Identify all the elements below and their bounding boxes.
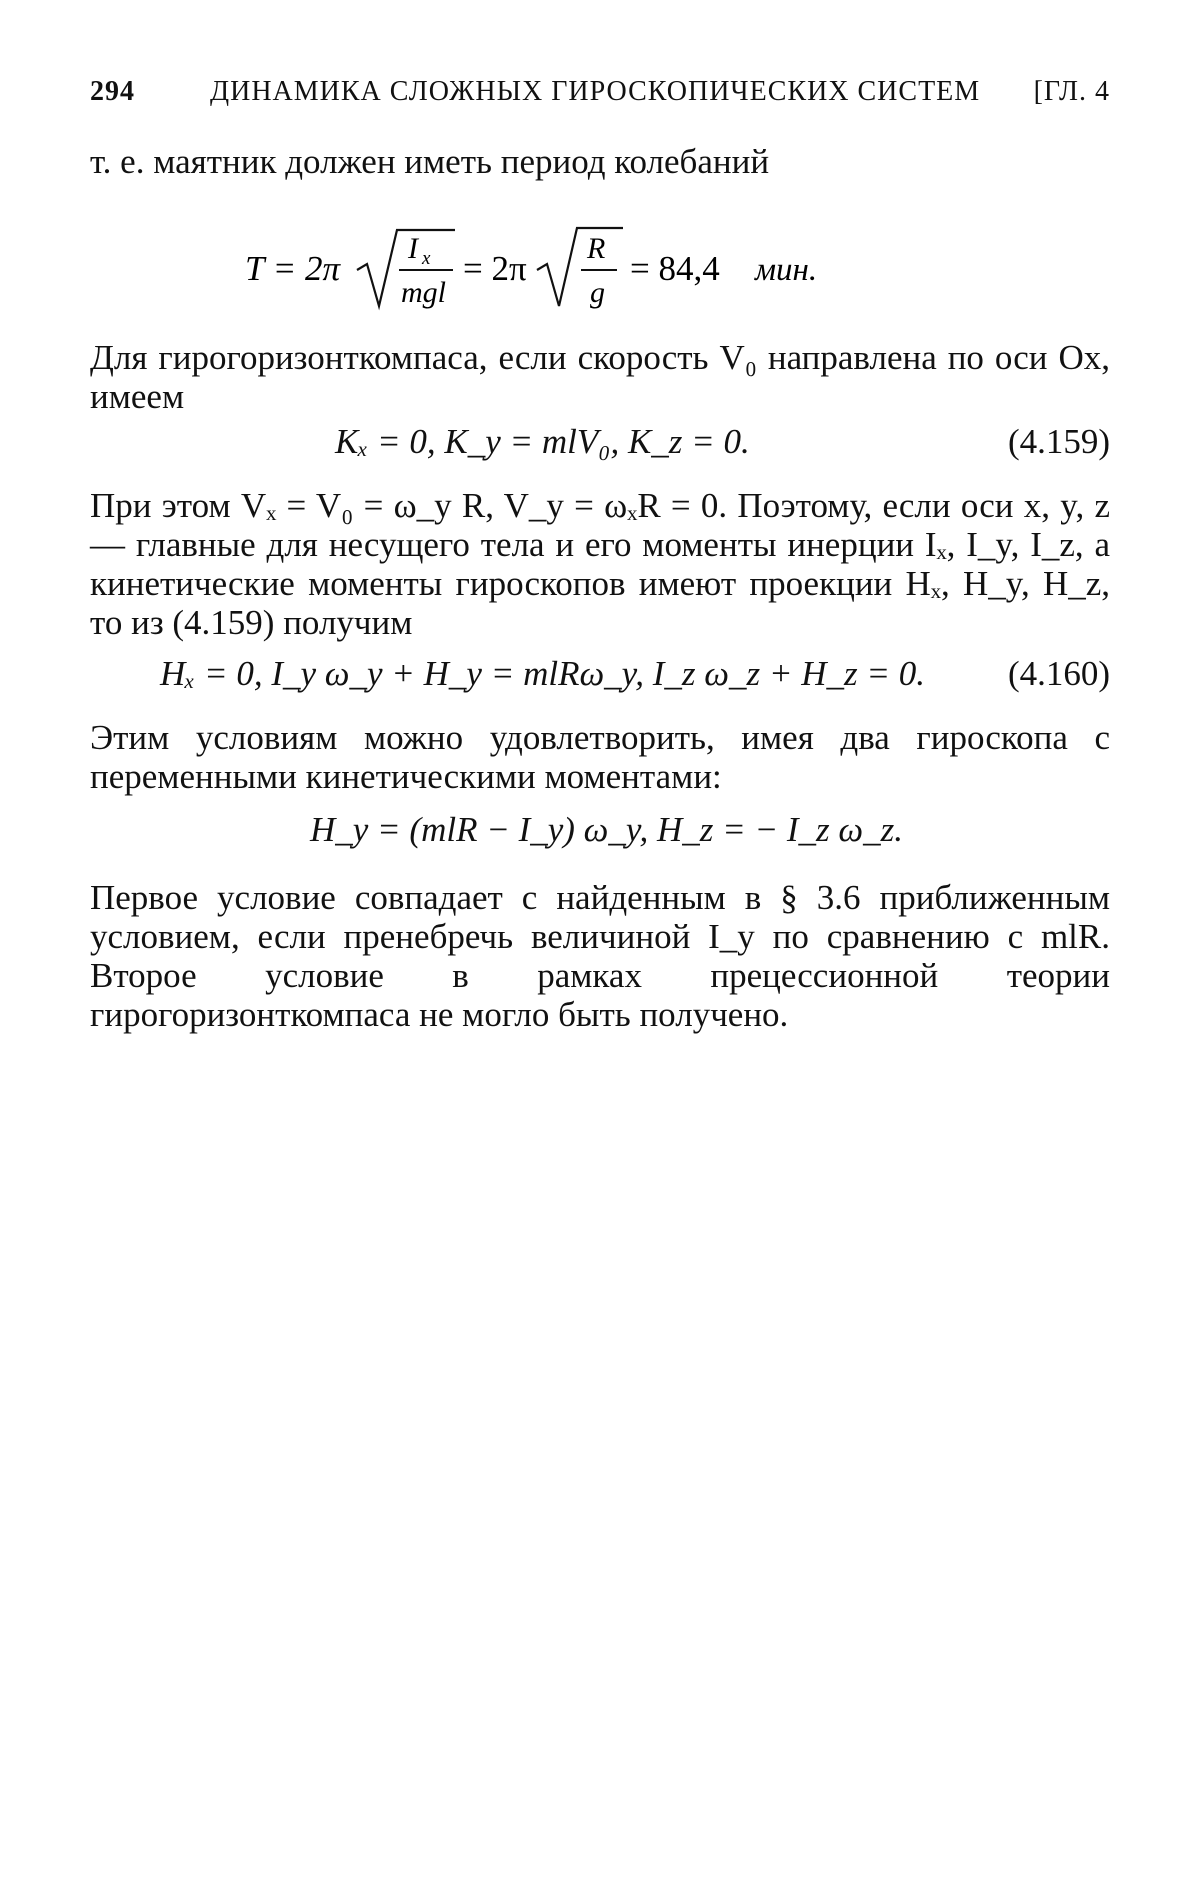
equation-4-159-body: Kₓ = 0, K_y = mlV₀, K_z = 0. [335, 422, 750, 461]
formula-rhs: = 84,4 [630, 249, 720, 288]
fraction-1-numerator-sub: x [422, 248, 431, 269]
formula-unit: мин. [755, 252, 818, 288]
paragraph-1: т. е. маятник должен иметь период колебаний [90, 142, 770, 181]
paragraph-5: Первое условие совпадает с найденным в § 3.6 приближенным условием, если пренебречь величиной I_y по сравнению с mlR. Второе условие в рамках прецессионной теории гирогоризонткомпаса не могло быть получено. [90, 878, 1110, 1034]
equation-number-4-159: (4.159) [1007, 422, 1110, 461]
fraction-2-numerator: R [587, 232, 606, 265]
fraction-2-denominator: g [590, 276, 605, 309]
formula-mid: = 2π [463, 249, 527, 288]
page-number: 294 [90, 76, 135, 107]
paragraph-2: Для гирогоризонткомпаса, если скорость V₀ направлена по оси Ox, имеем [90, 338, 1110, 416]
running-title: ДИНАМИКА СЛОЖНЫХ ГИРОСКОПИЧЕСКИХ СИСТЕМ [210, 76, 981, 107]
equation-h-conditions [90, 806, 1110, 854]
equation-4-159 [90, 418, 1110, 466]
paragraph-3: При этом Vₓ = V₀ = ω_y R, V_y = ωₓR = 0. Поэтому, если оси x, y, z — главные для несущего тела и его моменты инерции Iₓ, I_y, I_z, а кинетические моменты гироскопов имеют проекции Hₓ, H_y, H_z, то из (4.159) получим [90, 486, 1110, 642]
chapter-marker: [ГЛ. 4 [1033, 76, 1110, 107]
equation-4-160-body: Hₓ = 0, I_y ω_y + H_y = mlRω_y, I_z ω_z + H_z = 0. [160, 654, 926, 693]
paragraph-4: Этим условиям можно удовлетворить, имея два гироскопа с переменными кинетическими моментами: [90, 718, 1110, 796]
radical-2-icon [537, 228, 623, 306]
equation-h-conditions-body: H_y = (mlR − I_y) ω_y, H_z = − I_z ω_z. [310, 810, 903, 849]
equation-4-160 [90, 650, 1110, 698]
fraction-1-denominator: mgl [401, 276, 446, 309]
equation-number-4-160: (4.160) [1007, 654, 1110, 693]
formula-lhs: T = 2π [245, 249, 340, 288]
page-header [90, 76, 1110, 116]
fraction-1-numerator: I [408, 232, 418, 265]
formula-period [245, 222, 1045, 314]
